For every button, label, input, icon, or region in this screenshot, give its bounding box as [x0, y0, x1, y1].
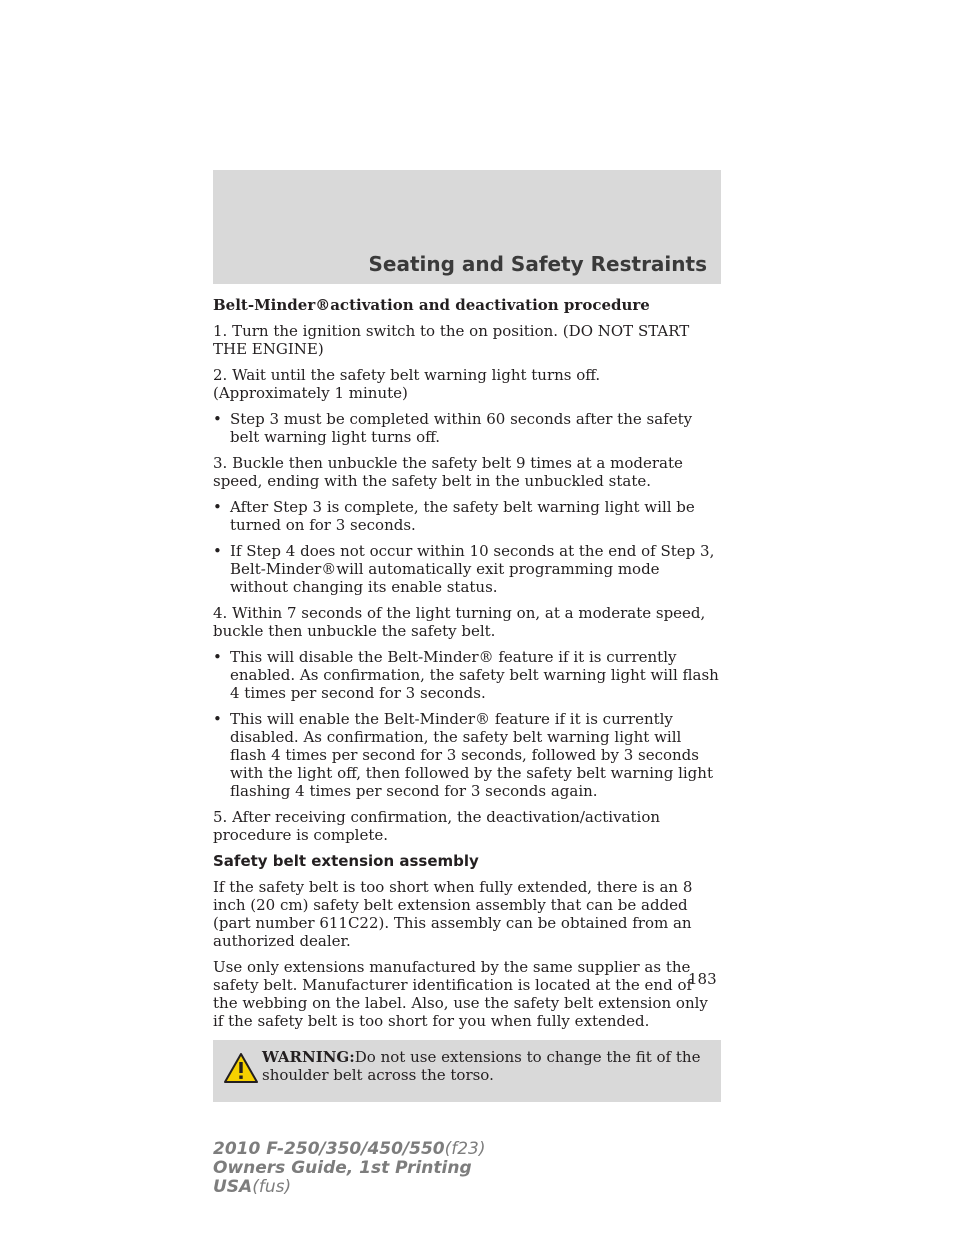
step-1: 1. Turn the ignition switch to the on position. (DO NOT START THE ENGINE): [213, 322, 690, 358]
footer-guide: Owners Guide, 1st Printing: [213, 1158, 472, 1178]
bullet-item: [213, 542, 721, 596]
bullet-item: [213, 410, 721, 446]
bullet-text: If Step 4 does not occur within 10 seconds at the end of Step 3, Belt-Minder®will automatically exit programming mode without changing its enable status.: [230, 542, 715, 596]
extension-section-title: Safety belt extension assembly: [213, 852, 479, 870]
warning-message: Do not use extensions to change the fit of the shoulder belt across the torso.: [262, 1048, 701, 1084]
bullet-text: This will disable the Belt-Minder® feature if it is currently enabled. As confirmation, the safety belt warning light will flash 4 times per second for 3 seconds.: [230, 648, 719, 702]
bullet-text: This will enable the Belt-Minder® feature if it is currently disabled. As confirmation, the safety belt warning light will flash 4 times per second for 3 seconds, followed by 3 seconds with the light off, then followed by the safety belt warning light flashing 4 times per second for 3 seconds again.: [230, 710, 713, 800]
footer-region-line: [213, 1178, 486, 1197]
footer-region-code: (fus): [252, 1177, 292, 1197]
page-content: [213, 296, 721, 1102]
bullet-text: After Step 3 is complete, the safety belt warning light will be turned on for 3 seconds.: [230, 498, 695, 534]
extension-paragraph-1: If the safety belt is too short when fully extended, there is an 8 inch (20 cm) safety belt extension assembly that can be added (part number 611C22). This assembly can be obtained from an authorized dealer.: [213, 878, 693, 950]
footer-region: USA: [213, 1177, 253, 1197]
footer-model-code: (f23): [444, 1139, 486, 1159]
warning-box: [213, 1040, 721, 1102]
bullet-dot: •: [213, 710, 222, 728]
header-band: [213, 170, 721, 284]
footer: [213, 1140, 486, 1197]
step-2: 2. Wait until the safety belt warning light turns off. (Approximately 1 minute): [213, 366, 601, 402]
bullet-item: [213, 648, 721, 702]
bullet-item: [213, 498, 721, 534]
step-4: 4. Within 7 seconds of the light turning on, at a moderate speed, buckle then unbuckle the safety belt.: [213, 604, 706, 640]
bullet-dot: •: [213, 648, 222, 666]
warning-text: [262, 1048, 710, 1084]
bullet-dot: •: [213, 410, 222, 428]
bullet-dot: •: [213, 542, 222, 560]
warning-triangle-icon: [223, 1052, 259, 1084]
step-5: 5. After receiving confirmation, the deactivation/activation procedure is complete.: [213, 808, 661, 844]
procedure-heading: Belt-Minder®activation and deactivation procedure: [213, 296, 650, 314]
step-3: 3. Buckle then unbuckle the safety belt 9 times at a moderate speed, ending with the safety belt in the unbuckled state.: [213, 454, 683, 490]
footer-model-line: [213, 1140, 486, 1159]
footer-model: 2010 F-250/350/450/550: [213, 1139, 445, 1159]
section-header-title: Seating and Safety Restraints: [368, 252, 707, 276]
extension-paragraph-2: Use only extensions manufactured by the same supplier as the safety belt. Manufacturer identification is located at the end of the webbing on the label. Also, use the safety belt extension only if the safety belt is too short for you when fully extended.: [213, 958, 708, 1030]
bullet-text: Step 3 must be completed within 60 seconds after the safety belt warning light turns off.: [230, 410, 693, 446]
page-number: 183: [688, 970, 717, 988]
bullet-dot: •: [213, 498, 222, 516]
bullet-item: [213, 710, 721, 800]
warning-label: WARNING:: [262, 1048, 355, 1066]
